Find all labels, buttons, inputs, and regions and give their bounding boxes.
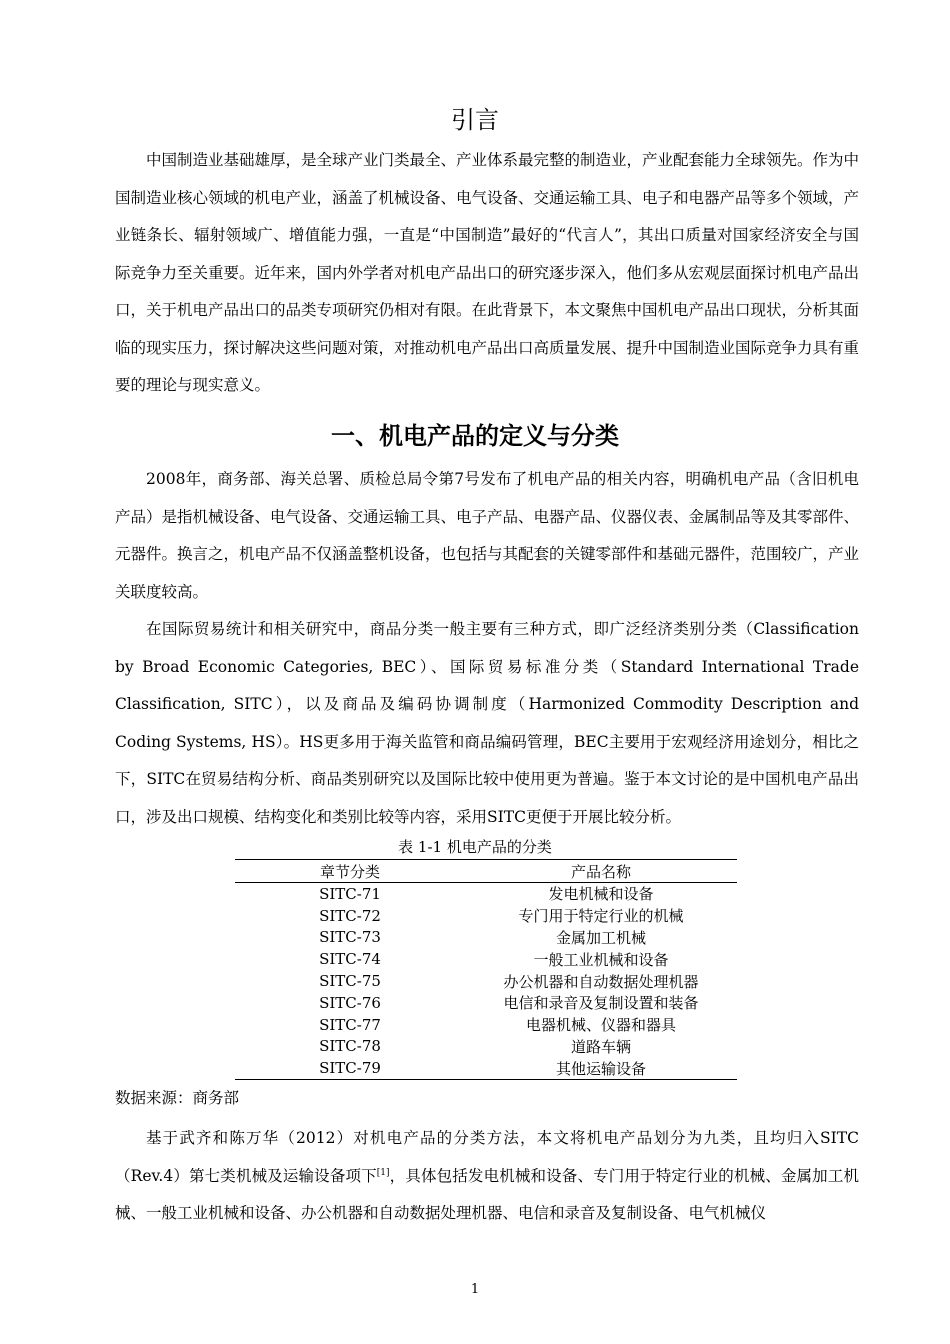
table-cell: SITC-78 bbox=[319, 1037, 381, 1056]
table-cell: 电信和录音及复制设置和装备 bbox=[503, 994, 699, 1013]
table-row bbox=[235, 1057, 737, 1079]
table-cell: 发电机械和设备 bbox=[548, 885, 654, 904]
paragraph-text: 基于武齐和陈万华（2012）对机电产品的分类方法，本文将机电产品划分为九类，且均归入SITC（Rev.4）第七类机械及运输设备项下 bbox=[115, 1129, 859, 1185]
table-cell: SITC-77 bbox=[319, 1015, 381, 1034]
section1-paragraph-1: 2008年，商务部、海关总署、质检总局令第7号发布了机电产品的相关内容，明确机电产品（含旧机电产品）是指机械设备、电气设备、交通运输工具、电子产品、电器产品、仪器仪表、金属制品等及其零部件、元器件。换言之，机电产品不仅涵盖整机设备，也包括与其配套的关键零部件和基础元器件，范围较广，产业关联度较高。 bbox=[115, 470, 860, 601]
table-cell: 专门用于特定行业的机械 bbox=[518, 907, 684, 926]
table-row bbox=[235, 970, 737, 992]
table-header-cell: 产品名称 bbox=[465, 860, 737, 883]
table-row bbox=[235, 948, 737, 970]
table-cell: SITC-76 bbox=[319, 993, 381, 1012]
table-caption: 表 1-1 机电产品的分类 bbox=[398, 838, 552, 856]
table-cell: 电器机械、仪器和器具 bbox=[525, 1016, 676, 1035]
table-cell: 办公机器和自动数据处理机器 bbox=[503, 972, 699, 991]
table-row bbox=[235, 992, 737, 1014]
table-cell: 金属加工机械 bbox=[555, 928, 646, 947]
table-cell: 其他运输设备 bbox=[465, 1057, 737, 1079]
table-cell: SITC-74 bbox=[319, 950, 381, 969]
table-cell: SITC-71 bbox=[319, 884, 381, 903]
table-row bbox=[235, 905, 737, 927]
table-header-cell: 章节分类 bbox=[235, 860, 465, 883]
paragraph-text: ，具体包括发电机械和设备、专门用于特定行业的机械、金属加工机械、一般工业机械和设备、办公机器和自动数据处理机器、电信和录音及复制设备、电气机械仪 bbox=[115, 1166, 859, 1222]
intro-paragraph: 中国制造业基础雄厚，是全球产业门类最全、产业体系最完整的制造业，产业配套能力全球领先。作为中国制造业核心领域的机电产业，涵盖了机械设备、电气设备、交通运输工具、电子和电器产品等多个领域，产业链条长、辐射领域广、增值能力强，一直是“中国制造”最好的“代言人”，其出口质量对国家经济安全与国际竞争力至关重要。近年来，国内外学者对机电产品出口的研究逐步深入，他们多从宏观层面探讨机电产品出口，关于机电产品出口的品类专项研究仍相对有限。在此背景下，本文聚焦中国机电产品出口现状，分析其面临的现实压力，探讨解决这些问题对策，对推动机电产品出口高质量发展、提升中国制造业国际竞争力具有重要的理论与现实意义。 bbox=[115, 151, 860, 394]
table-cell: 道路车辆 bbox=[570, 1037, 631, 1056]
table-header-row bbox=[235, 860, 737, 883]
page-number: 1 bbox=[470, 1282, 480, 1297]
table-row bbox=[235, 1014, 737, 1036]
citation-ref[interactable]: [1] bbox=[376, 1167, 390, 1178]
table-cell: SITC-72 bbox=[319, 906, 381, 925]
table-cell: SITC-73 bbox=[319, 928, 381, 947]
table-row bbox=[235, 883, 737, 905]
section1-paragraph-2: 在国际贸易统计和相关研究中，商品分类一般主要有三种方式，即广泛经济类别分类（Classification by Broad Economic Categories, BEC）、国际贸易标准分类（Standard International Trade Classification, SITC），以及商品及编码协调制度（Harmonized Commodity Description and Coding Systems, HS）。HS更多用于海关监管和商品编码管理，BEC主要用于宏观经济用途划分，相比之下，SITC在贸易结构分析、商品类别研究以及国际比较中使用更为普遍。鉴于本文讨论的是中国机电产品出口，涉及出口规模、结构变化和类别比较等内容，采用SITC更便于开展比较分析。 bbox=[115, 620, 859, 826]
section1-title: 一、机电产品的定义与分类 bbox=[331, 421, 619, 450]
table-row bbox=[235, 1036, 737, 1058]
table-row bbox=[235, 927, 737, 949]
table-cell: SITC-79 bbox=[235, 1057, 465, 1079]
intro-title: 引言 bbox=[451, 106, 499, 134]
table-cell: SITC-75 bbox=[319, 972, 381, 991]
table-source-note: 数据来源：商务部 bbox=[115, 1089, 240, 1107]
table-cell: 一般工业机械和设备 bbox=[533, 950, 669, 969]
classification-table bbox=[235, 859, 737, 1080]
section1-paragraph-3 bbox=[115, 1120, 859, 1233]
